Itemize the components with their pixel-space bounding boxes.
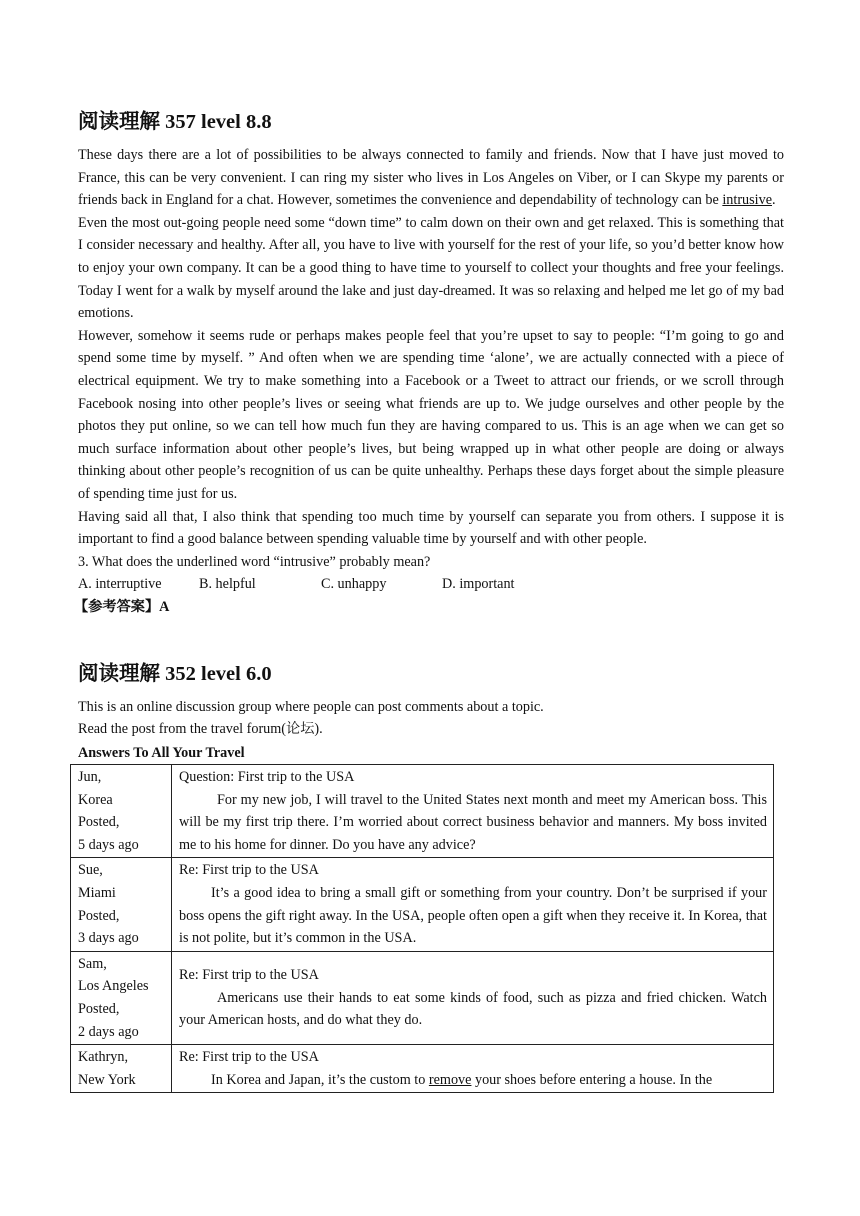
- reading-section-352: [78, 660, 784, 1094]
- reference-answer: 【参考答案】A: [74, 598, 170, 615]
- table-row: [71, 858, 774, 951]
- post-body: Americans use their hands to eat some kinds of food, such as pizza and fried chicken. Watch your American hosts, and do what they do.: [179, 989, 767, 1029]
- table-row: [71, 951, 774, 1044]
- underlined-word: remove: [428, 1071, 472, 1088]
- question-text: 3. What does the underlined word “intrusive” probably mean?: [78, 553, 431, 570]
- message-cell: [172, 858, 774, 951]
- paragraph-4: Having said all that, I also think that spending too much time by yourself can separate you from others. I suppose it is important to find a good balance between spending valuable time by yourself and with other people.: [78, 508, 784, 548]
- poster-cell: Kathryn, New York: [71, 1045, 172, 1093]
- post-subject: Re: First trip to the USA: [179, 862, 319, 879]
- post-body: For my new job, I will travel to the United States next month and meet my American boss. This will be my first trip there. I’m worried about correct business behavior and manners. My boss invited me to his home for dinner. Do you have any advice?: [179, 791, 767, 853]
- underlined-word: intrusive: [722, 192, 772, 209]
- message-cell: [172, 765, 774, 858]
- poster-cell: Sam, Los Angeles Posted, 2 days ago: [71, 951, 172, 1044]
- table-title: Answers To All Your Travel: [78, 745, 245, 762]
- paragraph-2: Even the most out-going people need some “down time” to calm down on their own and get relaxed. This is something that I consider necessary and healthy. After all, you have to live with yourself for the rest of your life, so you’d better know how to enjoy your own company. It can be a good thing to have time to yourself to collect your thoughts and free your feelings. Today I went for a walk by myself around the lake and just day-dreamed. It was so relaxing and helped me let go of my bad emotions.: [78, 214, 784, 322]
- table-row: [71, 1045, 774, 1093]
- post-body: In Korea and Japan, it’s the custom to remove your shoes before entering a house. In the: [211, 1071, 713, 1088]
- post-subject: Re: First trip to the USA: [179, 967, 319, 984]
- post-subject: Question: First trip to the USA: [179, 769, 355, 786]
- paragraph-1: These days there are a lot of possibilities to be always connected to family and friends. Now that I have just moved to France, this can be very convenient. I can ring my sister who lives in Los Angeles on Viber, or I can Skype my parents or friends back in England for a chat. However, sometimes the convenience and dependability of technology can be intrusive.: [78, 147, 784, 209]
- intro-line-2: Read the post from the travel forum(论坛).: [78, 721, 323, 738]
- option-a: A. interruptive: [78, 576, 162, 593]
- option-d: D. important: [442, 576, 515, 593]
- section-title: 阅读理解 352 level 6.0: [78, 662, 272, 685]
- poster-cell: Sue, Miami Posted, 3 days ago: [71, 858, 172, 951]
- paragraph-3: However, somehow it seems rude or perhaps makes people feel that you’re upset to say to people: “I’m going to go and spend some time by myself. ” And often when we are spending time ‘alone’, we are actually connected with a piece of electrical equipment. We try to make something into a Facebook or a Tweet to attract our friends, or we scroll through Facebook nosing into other people’s lives or seeing what friends are up to. We judge ourselves and other people by the photos they put online, so we can tell how much fun they are having compared to us. This is an age when we can get so much surface information about other people’s lives, but being wrapped up in what other people are doing or always thinking about other people’s recognition of us can be quite unhealthy. Perhaps these days forget about the simple pleasure of spending time just for us.: [78, 327, 784, 502]
- post-subject: Re: First trip to the USA: [179, 1049, 319, 1066]
- poster-cell: Jun, Korea Posted, 5 days ago: [71, 765, 172, 858]
- option-c: C. unhappy: [321, 576, 387, 593]
- intro-line-1: This is an online discussion group where people can post comments about a topic.: [78, 698, 544, 715]
- message-cell: [172, 1045, 774, 1093]
- answer-options: [78, 573, 784, 596]
- table-row: [71, 765, 774, 858]
- reading-section-357: [74, 108, 784, 618]
- forum-table: [70, 764, 774, 1093]
- post-body: It’s a good idea to bring a small gift or something from your country. Don’t be surprised if your boss opens the gift right away. In the USA, people often open a gift when they receive it. In Korea, that is not polite, but it’s common in the USA.: [179, 885, 767, 947]
- document-page: [74, 108, 784, 1093]
- section-title: 阅读理解 357 level 8.8: [78, 111, 272, 133]
- option-b: B. helpful: [199, 576, 256, 593]
- message-cell: [172, 951, 774, 1044]
